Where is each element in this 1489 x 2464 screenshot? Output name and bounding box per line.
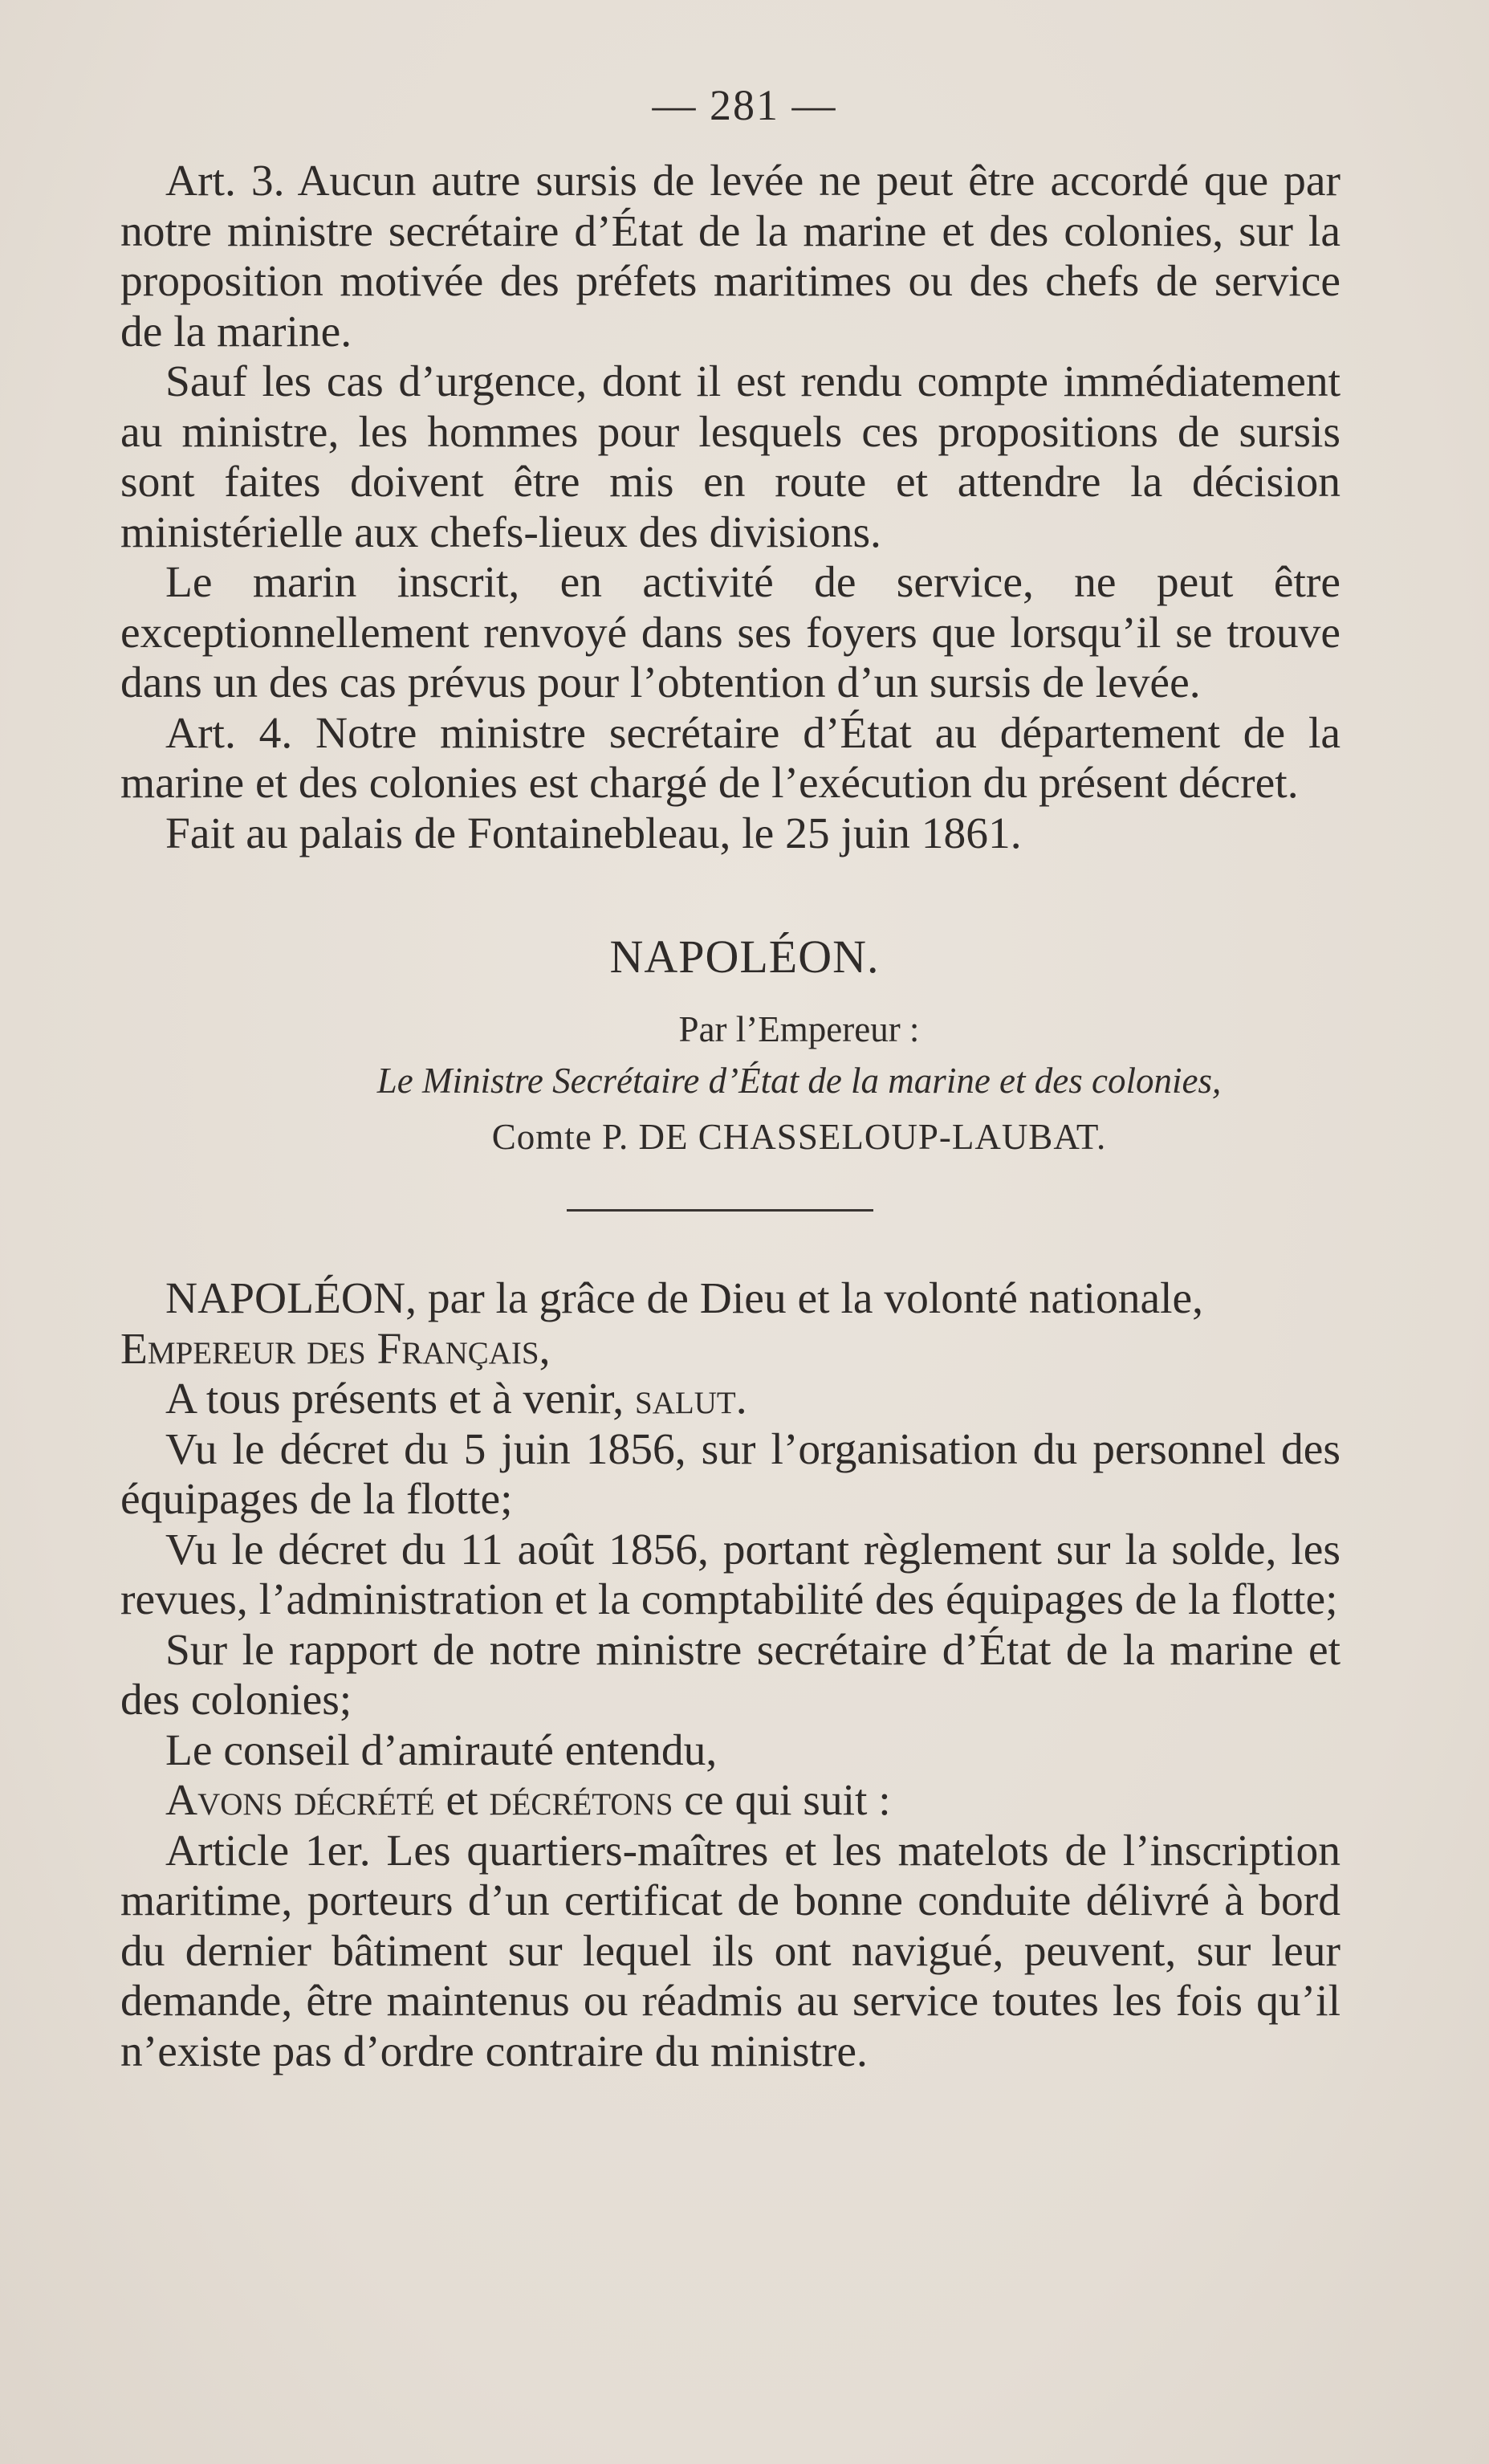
text-block-new-decree: [120, 1274, 1341, 2077]
et-word: et: [445, 1776, 478, 1825]
conseil-amiraute: Le conseil d’amirauté entendu,: [165, 1725, 718, 1775]
paragraph-art3-marin: Le marin inscrit, en activité de service, ne peut être exceptionnellement renvoyé dans ses foyers que lorsqu’il se trouve dans un des cas prévus pour l’obtention d’un sursis de levée.: [120, 558, 1341, 707]
paragraph-fait-au-palais: Fait au palais de Fontainebleau, le 25 juin 1861.: [165, 808, 1022, 858]
article-1: Article 1er. Les quartiers-maîtres et les matelots de l’inscription maritime, porteurs d’un certificat de bonne conduite délivré à bord du dernier bâtiment sur lequel ils ont navigué, peuvent, sur leur demande, être maintenus ou réadmis au service toutes les fois qu’il n’existe pas d’ordre contraire du ministre.: [120, 1826, 1341, 2076]
vu-decret-11-aout: Vu le décret du 11 août 1856, portant règlement sur la solde, les revues, l’administration et la comptabilité des équipages de la flotte;: [120, 1525, 1341, 1624]
salutation: [120, 1375, 1341, 1425]
minister-name: Comte P. DE CHASSELOUP-LAUBAT.: [491, 1117, 1107, 1157]
signature-napoleon: NAPOLÉON.: [609, 931, 880, 983]
minister-title: Le Ministre Secrétaire d’État de la marine et des colonies,: [376, 1061, 1222, 1101]
ce-qui-suit: ce qui suit :: [684, 1776, 891, 1825]
sur-le-rapport: Sur le rapport de notre ministre secrétaire d’État de la marine et des colonies;: [120, 1625, 1341, 1725]
decree-title: Empereur des Français,: [120, 1324, 551, 1374]
par-l-empereur: Par l’Empereur :: [678, 1009, 920, 1049]
decretons-word: décrétons: [489, 1776, 673, 1825]
vu-decret-5-juin: Vu le décret du 5 juin 1856, sur l’organisation du personnel des équipages de la flotte;: [120, 1424, 1341, 1524]
paragraph-art3-urgence: Sauf les cas d’urgence, dont il est rendu compte immédiatement au ministre, les hommes pour lesquels ces propositions de sursis sont faites doivent être mis en route et attendre la décision ministérielle aux chefs-lieux des divisions.: [120, 357, 1341, 557]
avons-decrete-text: Avons décrété: [165, 1776, 435, 1825]
decree-opening-text: NAPOLÉON, par la grâce de Dieu et la volonté nationale,: [165, 1274, 1204, 1323]
avons-decrete: [120, 1776, 1341, 1827]
paragraph-art3-main: Art. 3. Aucun autre sursis de levée ne peut être accordé que par notre ministre secrétaire d’État de la marine et des colonies, sur la proposition motivée des préfets maritimes ou des chefs de service de la marine.: [120, 157, 1341, 356]
text-block-article-3-4: [120, 157, 1341, 859]
salut-word: salut.: [635, 1375, 747, 1423]
page-number: — 281 —: [652, 81, 837, 129]
salutation-prefix: A tous présents et à venir,: [165, 1375, 624, 1423]
section-divider: [567, 1209, 873, 1212]
decree-opening: [120, 1274, 1341, 1375]
paragraph-art4: Art. 4. Notre ministre secrétaire d’État au département de la marine et des colonies est chargé de l’exécution du présent décret.: [120, 708, 1341, 808]
